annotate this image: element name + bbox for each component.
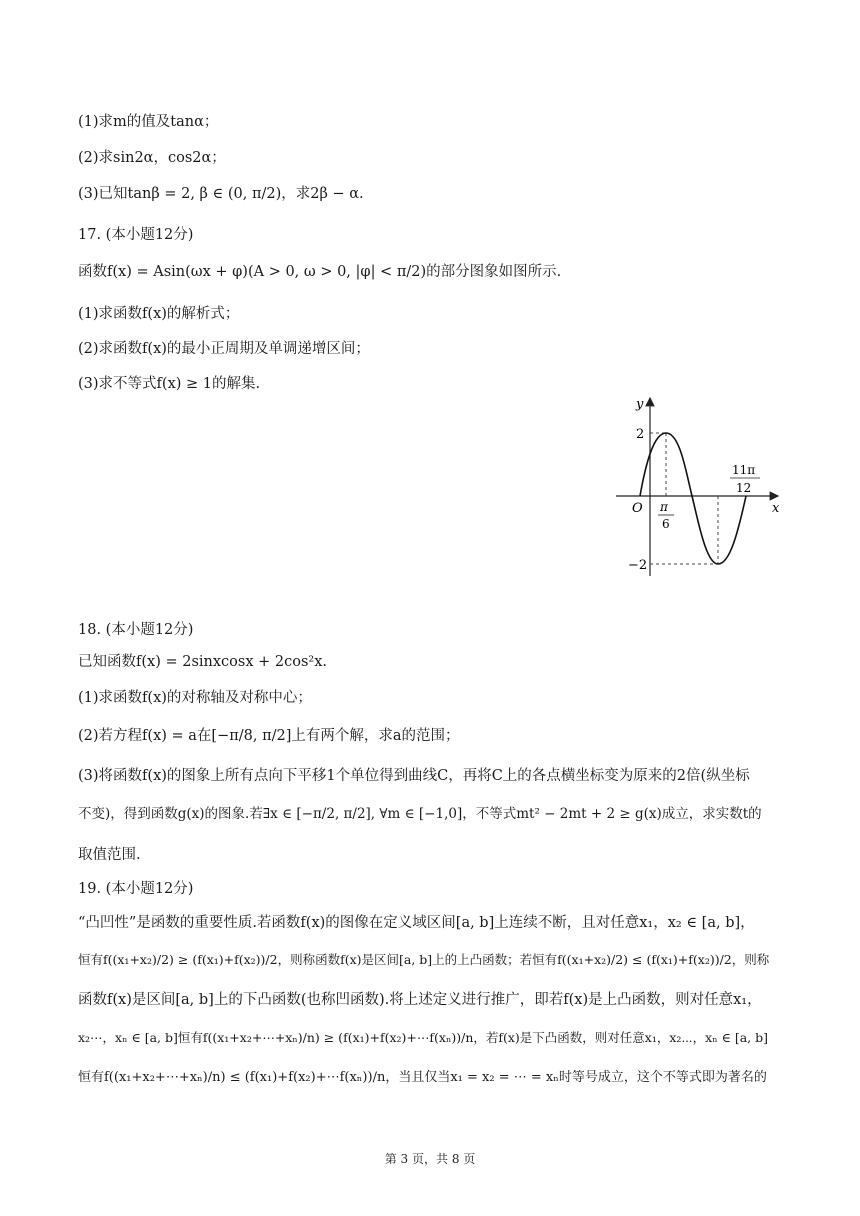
sine-graph-figure xyxy=(608,392,788,582)
q19-line1: “凸凹性”是函数的重要性质.若函数f(x)的图像在定义域区间[a, b]上连续不断，且对任意x₁，x₂ ∈ [a, b]， xyxy=(78,915,755,931)
tick-y-top: 2 xyxy=(636,427,645,442)
q16-part2: (2)求sin2α，cos2α； xyxy=(78,150,226,166)
q18-part3-line2: 不变)，得到函数g(x)的图象.若∃x ∈ [−π/2, π/2], ∀m ∈ [−1,0]，不等式mt² − 2mt + 2 ≥ g(x)成立，求实数t的 xyxy=(78,806,762,822)
q18-part1: (1)求函数f(x)的对称轴及对称中心； xyxy=(78,690,312,706)
q18-heading: 18. (本小题12分) xyxy=(78,622,194,638)
q19-heading: 19. (本小题12分) xyxy=(78,881,194,897)
x-axis-label: x xyxy=(772,501,780,516)
tick-x1-numerator: π xyxy=(660,500,668,514)
tick-y-bottom: −2 xyxy=(628,558,648,573)
q19-line4: x₂⋯，xₙ ∈ [a, b]恒有f((x₁+x₂+⋯+xₙ)/n) ≥ (f(x₁)+f(x₂)+⋯f(xₙ))/n，若f(x)是下凸函数，则对任意x₁，x₂⋯，xₙ ∈ [a, b] xyxy=(78,1030,768,1045)
q16-part1: (1)求m的值及tanα； xyxy=(78,114,219,130)
tick-x1-denominator: 6 xyxy=(662,517,670,531)
q17-part2: (2)求函数f(x)的最小正周期及单调递增区间； xyxy=(78,341,370,357)
q18-stem: 已知函数f(x) = 2sinxcosx + 2cos²x. xyxy=(78,654,327,670)
q19-line5: 恒有f((x₁+x₂+⋯+xₙ)/n) ≤ (f(x₁)+f(x₂)+⋯f(xₙ))/n，当且仅当x₁ = x₂ = ⋯ = xₙ时等号成立，这个不等式即为著名的 xyxy=(78,1070,767,1085)
q19-line3: 函数f(x)是区间[a, b]上的下凸函数(也称凹函数).将上述定义进行推广，即若f(x)是上凸函数，则对任意x₁， xyxy=(78,992,762,1008)
q17-part1: (1)求函数f(x)的解析式； xyxy=(78,306,240,322)
q18-part3-line1: (3)将函数f(x)的图象上所有点向下平移1个单位得到曲线C，再将C上的各点横坐标变为原来的2倍(纵坐标 xyxy=(78,768,750,784)
sine-curve xyxy=(640,433,746,564)
page-footer: 第 3 页，共 8 页 xyxy=(384,1152,476,1166)
tick-x2-denominator: 12 xyxy=(736,481,752,495)
q18-part3-line3: 取值范围. xyxy=(78,847,141,863)
q18-part2: (2)若方程f(x) = a在[−π/8, π/2]上有两个解，求a的范围； xyxy=(78,728,460,744)
q17-heading: 17. (本小题12分) xyxy=(78,227,194,243)
q17-stem: 函数f(x) = Asin(ωx + φ)(A > 0, ω > 0, |φ| < π/2)的部分图象如图所示. xyxy=(78,264,562,280)
y-axis-label: y xyxy=(636,397,644,412)
origin-label: O xyxy=(632,501,643,516)
q16-part3: (3)已知tanβ = 2, β ∈ (0, π/2)，求2β − α. xyxy=(78,186,364,202)
q17-part3: (3)求不等式f(x) ≥ 1的解集. xyxy=(78,376,261,392)
q19-line2: 恒有f((x₁+x₂)/2) ≥ (f(x₁)+f(x₂))/2，则称函数f(x)是区间[a, b]上的上凸函数；若恒有f((x₁+x₂)/2) ≤ (f(x₁)+f(x₂))/2，则称 xyxy=(78,952,770,967)
tick-x2-numerator: 11π xyxy=(732,463,756,477)
